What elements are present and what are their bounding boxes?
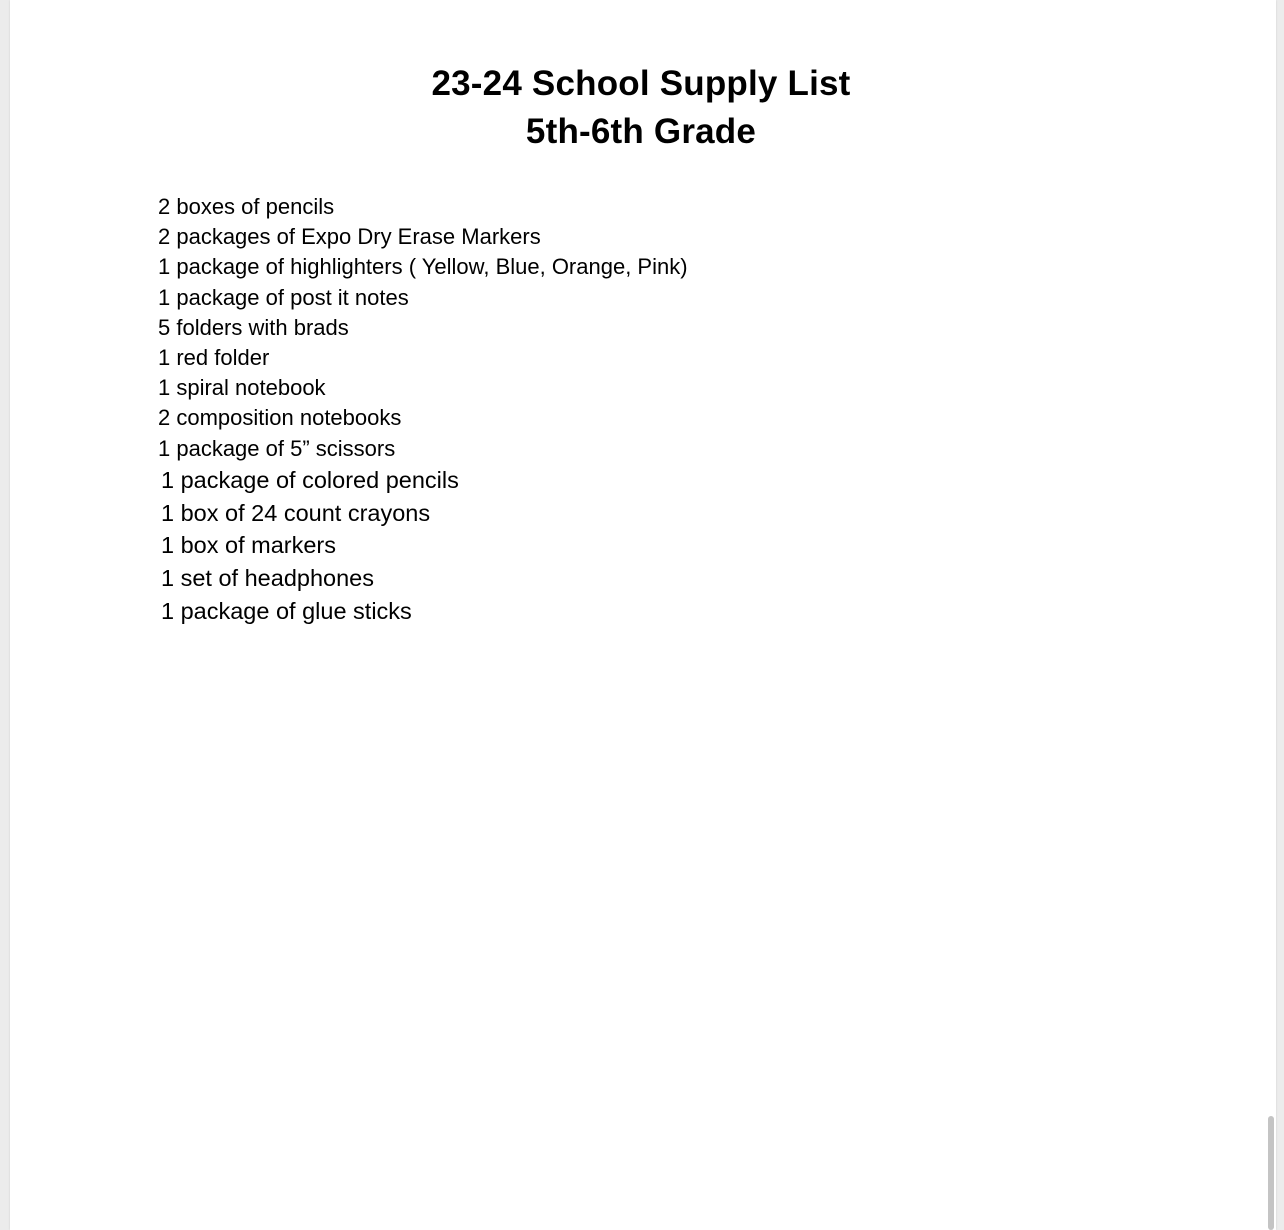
list-item: 1 package of 5” scissors — [158, 435, 396, 461]
list-item: 1 box of 24 count crayons — [161, 499, 431, 526]
document-title — [10, 60, 1272, 156]
scrollbar-thumb[interactable] — [1268, 1116, 1274, 1230]
document-page — [10, 0, 1276, 1230]
list-item: 2 boxes of pencils — [158, 194, 335, 219]
list-item: 2 packages of Expo Dry Erase Markers — [158, 224, 541, 250]
list-item: 1 package of glue sticks — [161, 598, 412, 625]
supply-list — [158, 192, 688, 628]
list-item: 1 package of colored pencils — [161, 466, 459, 493]
list-item: 1 box of markers — [161, 532, 337, 559]
list-item: 1 red folder — [158, 345, 270, 371]
list-item: 1 package of highlighters ( Yellow, Blue, Orange, Pink) — [158, 254, 688, 280]
list-item: 1 package of post it notes — [158, 284, 409, 310]
list-item: 1 spiral notebook — [158, 375, 326, 401]
title-line-1: 23-24 School Supply List — [431, 64, 851, 103]
vertical-scrollbar[interactable] — [1266, 0, 1276, 1230]
list-item: 1 set of headphones — [161, 565, 374, 592]
title-line-2: 5th-6th Grade — [525, 112, 757, 151]
list-item: 2 composition notebooks — [158, 405, 402, 431]
list-item: 5 folders with brads — [158, 314, 349, 340]
